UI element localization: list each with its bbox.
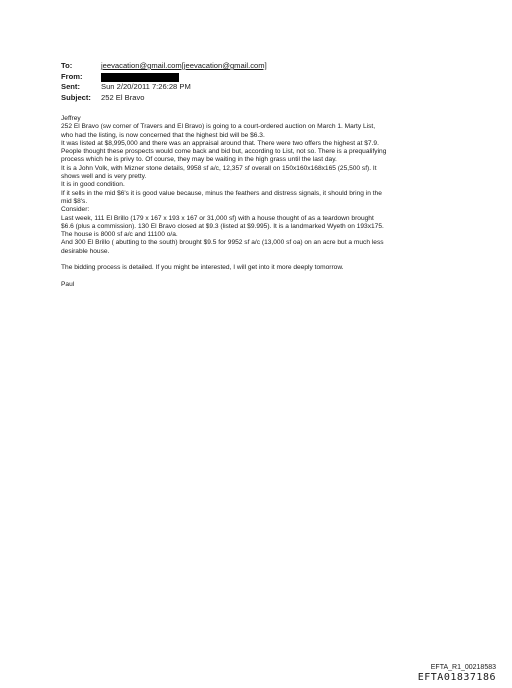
email-body: [61, 115, 451, 289]
sent-value: Sun 2/20/2011 7:26:28 PM: [101, 82, 191, 91]
body-line: Jeffrey: [61, 115, 81, 122]
body-line: And 300 El Brillo ( abutting to the south) brought $9.5 for 9952 sf a/c (13,000 sf oa) on an acre but a much less: [61, 239, 384, 247]
body-line: The bidding process is detailed. If you might be interested, I will get into it more deeply tomorrow.: [61, 264, 344, 272]
paragraph-gap: [61, 256, 451, 264]
paragraph-gap: [61, 273, 451, 281]
to-value[interactable]: jeevacation@gmail.com[jeevacation@gmail.com]: [101, 61, 267, 70]
body-line: mid $8's.: [61, 197, 88, 205]
sent-label: Sent:: [61, 82, 80, 91]
doc-id: EFTA_R1_00218583: [430, 664, 496, 671]
from-row: [61, 72, 461, 83]
body-line: Last week, 111 El Brillo (179 x 167 x 193 x 167 or 31,000 sf) with a house thought of as a teardown brought: [61, 214, 374, 222]
body-line: If it sells in the mid $6's it is good value because, minus the feathers and distress signals, it should bring in the: [61, 189, 382, 197]
subject-value: 252 El Bravo: [101, 92, 145, 102]
from-label: From:: [61, 71, 83, 81]
body-line: People thought these prospects would come back and bid but, according to List, not so. There is a prequalifying: [61, 148, 387, 156]
body-line: It is a John Volk, with Mizner stone details, 9958 sf a/c, 12,357 sf overall on 150x160x168x165 (25,500 sf). It: [61, 164, 377, 172]
body-line: Paul: [61, 280, 75, 288]
body-line: shows well and is very pretty.: [61, 173, 147, 181]
body-line: It was listed at $8,995,000 and there was an appraisal around that. There were two offers the highest at $7.9.: [61, 139, 379, 147]
bates-number: EFTA01837186: [417, 672, 496, 683]
email-header: [61, 61, 461, 103]
subject-label: Subject:: [61, 92, 91, 102]
document-footer: [418, 663, 496, 684]
body-line: 252 El Bravo (sw corner of Travers and El Bravo) is going to a court-ordered auction on March 1. Marty List,: [61, 123, 376, 131]
body-line: desirable house.: [61, 247, 110, 255]
body-line: process which he is privy to. Of course, they may be waiting in the high grass until the last day.: [61, 156, 337, 164]
from-value: [101, 72, 461, 83]
body-line: It is in good condition.: [61, 181, 125, 189]
redaction-bar: [101, 73, 179, 82]
sent-row: [61, 82, 461, 93]
subject-row: [61, 93, 461, 104]
to-label: To:: [61, 61, 73, 70]
body-line: Consider:: [61, 206, 90, 214]
to-row: [61, 61, 461, 72]
body-line: $6.6 (plus a commission). 130 El Bravo closed at $9.3 (listed at $9.995). It is a landmarked Wyeth on 193x175.: [61, 222, 384, 230]
body-line: The house is 8000 sf a/c and 11100 o/a.: [61, 231, 178, 239]
body-line: who had the listing, is now concerned that the highest bid will be $6.3.: [61, 131, 265, 139]
